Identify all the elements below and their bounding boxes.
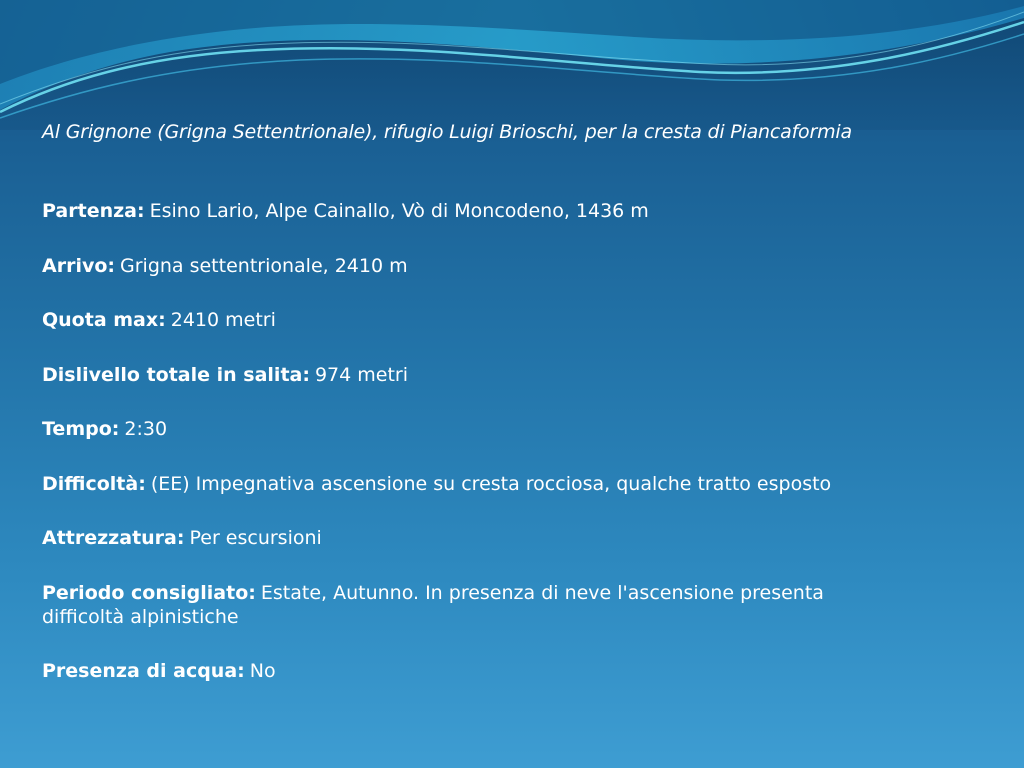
fact-value: (EE) Impegnativa ascensione su cresta rocciosa, qualche tratto esposto <box>150 472 832 495</box>
fact-label: Dislivello totale in salita: <box>42 363 310 386</box>
fact-tempo <box>42 417 892 441</box>
fact-arrivo <box>42 254 892 278</box>
fact-label: Partenza: <box>42 200 145 222</box>
fact-label: Quota max: <box>42 309 166 331</box>
fact-dislivello <box>42 363 892 387</box>
fact-value: 974 metri <box>314 363 408 386</box>
fact-label: Attrezzatura: <box>42 527 185 549</box>
fact-label: Presenza di acqua: <box>42 659 245 682</box>
route-subtitle: Al Grignone (Grigna Settentrionale), rifugio Luigi Brioschi, per la cresta di Piancaformia <box>42 121 852 143</box>
fact-value: 2:30 <box>124 418 168 440</box>
fact-label: Periodo consigliato: <box>42 581 256 604</box>
fact-value: Estate, Autunno. In presenza di neve l'ascensione presenta difficoltà alpinistiche <box>42 581 824 628</box>
fact-value: No <box>249 659 276 682</box>
route-facts-list <box>42 199 892 713</box>
fact-periodo-consigliato <box>42 581 892 629</box>
fact-label: Difficoltà: <box>42 472 146 495</box>
fact-value: 2410 metri <box>170 309 276 331</box>
fact-label: Arrivo: <box>42 254 115 277</box>
header-wave-decoration <box>0 0 1024 130</box>
fact-partenza <box>42 199 892 223</box>
fact-value: Esino Lario, Alpe Cainallo, Vò di Moncodeno, 1436 m <box>149 200 649 222</box>
fact-quota-max <box>42 308 892 332</box>
fact-difficolta <box>42 472 892 496</box>
fact-presenza-acqua <box>42 659 892 683</box>
fact-attrezzatura <box>42 526 892 550</box>
fact-label: Tempo: <box>42 418 120 440</box>
fact-value: Grigna settentrionale, 2410 m <box>120 254 408 277</box>
fact-value: Per escursioni <box>189 527 322 549</box>
